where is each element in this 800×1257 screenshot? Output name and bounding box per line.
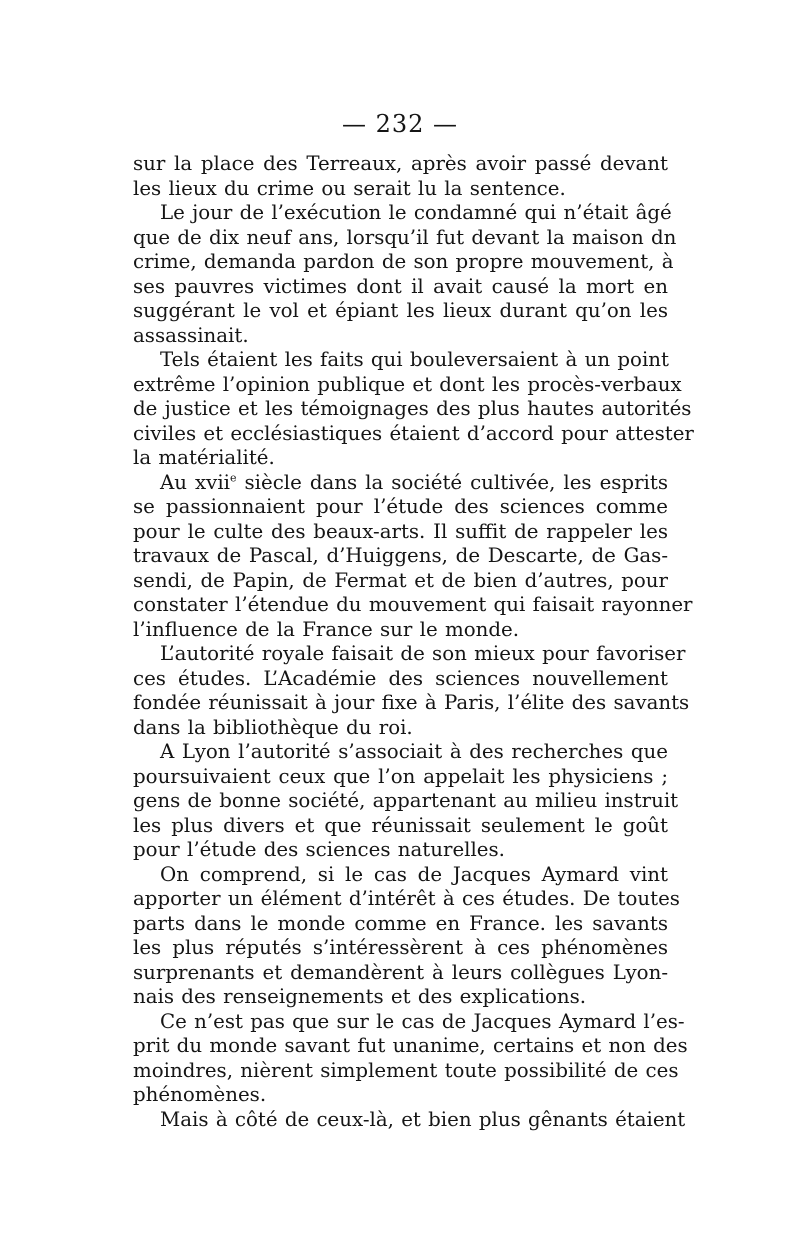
- text-line: crime, demanda pardon de son propre mouvement, à: [133, 250, 674, 273]
- text-line: pour l’étude des sciences naturelles.: [133, 838, 505, 861]
- text-line: nais des renseignements et des explications.: [133, 985, 587, 1008]
- text-line: apporter un élément d’intérêt à ces études. De toutes: [133, 887, 680, 910]
- text-line: travaux de Pascal, d’Huiggens, de Descarte, de Gas-: [133, 544, 668, 567]
- text-line: dans la bibliothèque du roi.: [133, 715, 413, 739]
- text-line: que de dix neuf ans, lorsqu’il fut devant la maison dn: [133, 225, 677, 249]
- text-line: moindres, nièrent simplement toute possibilité de ces: [133, 1058, 679, 1082]
- text-line: On comprend, si le cas de Jacques Aymard vint: [160, 862, 668, 886]
- text-line: gens de bonne société, appartenant au milieu instruit: [133, 789, 679, 812]
- text-line: les plus réputés s’intéressèrent à ces phénomènes: [133, 936, 668, 959]
- text-line: extrême l’opinion publique et dont les procès-verbaux: [133, 372, 682, 396]
- text-line: sendi, de Papin, de Fermat et de bien d’autres, pour: [133, 568, 668, 592]
- text-line-rest: siècle dans la société cultivée, les esprits: [244, 470, 668, 494]
- text-line: les plus divers et que réunissait seulement le goût: [133, 813, 668, 837]
- text-line: prit du monde savant fut unanime, certains et non des: [133, 1034, 688, 1057]
- text-line: parts dans le monde comme en France. les savants: [133, 911, 668, 935]
- text-line: phénomènes.: [133, 1083, 267, 1106]
- text-line: surprenants et demandèrent à leurs collègues Lyon-: [133, 960, 668, 984]
- text-line: les lieux du crime ou serait lu la sentence.: [133, 176, 566, 200]
- text-line: suggérant le vol et épiant les lieux durant qu’on les: [133, 299, 668, 322]
- text-line: se passionnaient pour l’étude des sciences comme: [133, 495, 668, 518]
- text-line: constater l’étendue du mouvement qui faisait rayonner: [133, 593, 693, 616]
- text-line: civiles et ecclésiastiques étaient d’accord pour attester: [133, 421, 694, 445]
- text-line: ces études. L’Académie des sciences nouvellement: [133, 666, 668, 690]
- century-prefix: Au xvii: [160, 470, 231, 494]
- body-text: [133, 152, 694, 1132]
- text-line: A Lyon l’autorité s’associait à des recherches que: [160, 740, 668, 763]
- text-line: de justice et les témoignages des plus hautes autorités: [133, 397, 692, 420]
- text-line: ses pauvres victimes dont il avait causé la mort en: [133, 274, 668, 298]
- text-line: L’autorité royale faisait de son mieux pour favoriser: [160, 642, 686, 665]
- text-line: poursuivaient ceux que l’on appelait les physiciens ;: [133, 764, 668, 788]
- page-number: — 232 —: [341, 110, 459, 138]
- century-superscript: e: [230, 470, 237, 484]
- text-line: assassinait.: [133, 323, 249, 347]
- text-line: Mais à côté de ceux-là, et bien plus gênants étaient: [160, 1107, 686, 1131]
- text-line: Ce n’est pas que sur le cas de Jacques Aymard l’es-: [160, 1009, 685, 1033]
- text-line: fondée réunissait à jour fixe à Paris, l’élite des savants: [133, 691, 690, 714]
- text-line: pour le culte des beaux-arts. Il suffit de rappeler les: [133, 519, 668, 543]
- text-line: Le jour de l’exécution le condamné qui n’était âgé: [160, 201, 672, 224]
- text-line: la matérialité.: [133, 446, 275, 469]
- text-line: sur la place des Terreaux, après avoir passé devant: [133, 152, 668, 175]
- text-line-century: [133, 471, 668, 496]
- text-line: Tels étaient les faits qui bouleversaient à un point: [160, 348, 669, 371]
- text-line: l’influence de la France sur le monde.: [133, 617, 520, 641]
